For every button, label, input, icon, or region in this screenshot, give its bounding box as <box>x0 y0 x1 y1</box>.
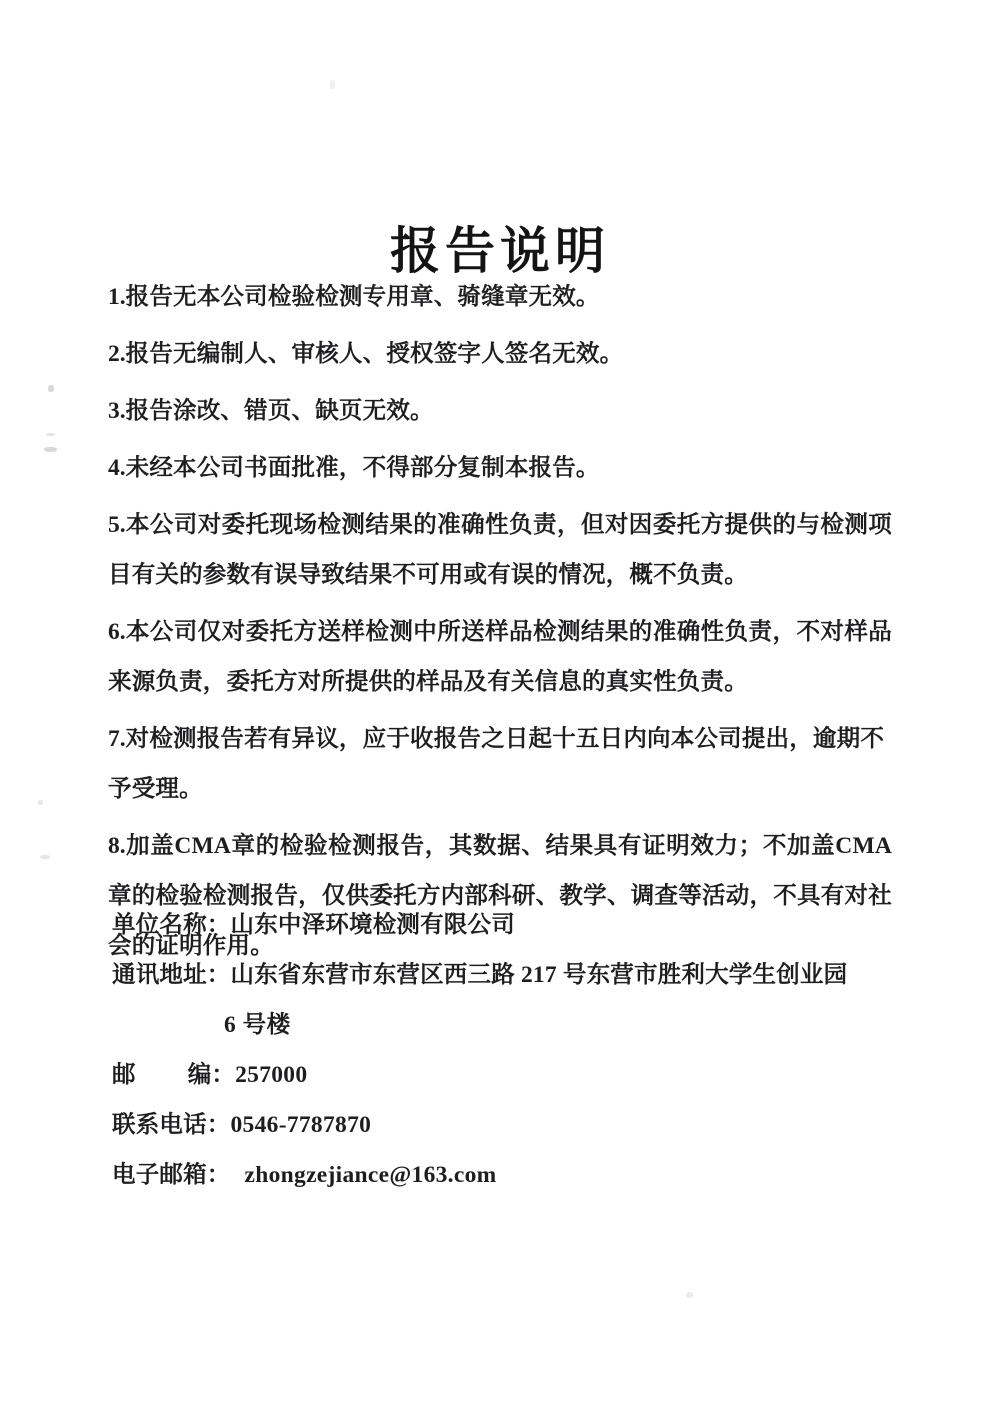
clause-item <box>108 272 892 322</box>
clause-text: 本公司仅对委托方送样检测中所送样品检测结果的准确性负责，不对样品来源负责，委托方对所提供的样品及有关信息的真实性负责。 <box>108 619 892 695</box>
address-continuation-line: 6 号楼 <box>224 1012 291 1038</box>
clause-text: 报告无编制人、审核人、授权签字人签名无效。 <box>125 341 624 367</box>
clause-number: 1. <box>108 284 126 310</box>
phone-label: 联系电话： <box>112 1112 231 1138</box>
clause-item <box>108 443 892 493</box>
address-label: 通讯地址： <box>112 962 231 988</box>
clause-list <box>108 272 892 971</box>
clause-number: 3. <box>108 398 126 424</box>
phone-value: 0546-7787870 <box>230 1112 372 1138</box>
clause-text: 报告涂改、错页、缺页无效。 <box>125 398 434 424</box>
postcode-line <box>112 1050 892 1100</box>
clause-text: 本公司对委托现场检测结果的准确性负责，但对因委托方提供的与检测项目有关的参数有误导致结果不可用或有误的情况，概不负责。 <box>108 512 892 588</box>
company-name-value: 山东中泽环境检测有限公司 <box>230 912 515 938</box>
company-name-label: 单位名称： <box>112 912 231 938</box>
phone-line <box>112 1100 892 1150</box>
clause-number: 5. <box>108 512 126 538</box>
postcode-label-second: 编： <box>187 1062 236 1088</box>
clause-number: 2. <box>108 341 126 367</box>
clause-item <box>108 329 892 379</box>
postcode-value: 257000 <box>235 1062 308 1088</box>
clause-item <box>108 714 892 814</box>
company-name-line <box>112 900 892 950</box>
contact-block <box>112 900 892 1200</box>
clause-number: 4. <box>108 455 126 481</box>
postcode-label-first: 邮 <box>112 1062 136 1088</box>
email-line <box>112 1150 892 1200</box>
clause-item <box>108 500 892 600</box>
clause-item <box>108 386 892 436</box>
clause-item <box>108 607 892 707</box>
address-value: 山东省东营市东营区西三路 217 号东营市胜利大学生创业园 <box>230 962 848 988</box>
clause-text: 报告无本公司检验检测专用章、骑缝章无效。 <box>125 284 600 310</box>
clause-number: 7. <box>108 726 126 752</box>
clause-number: 8. <box>108 833 126 859</box>
email-label: 电子邮箱： <box>112 1162 231 1188</box>
email-value: zhongzejiance@163.com <box>244 1162 497 1188</box>
postcode-label <box>112 1062 235 1088</box>
clause-text: 加盖CMA章的检验检测报告，其数据、结果具有证明效力；不加盖CMA章的检验检测报告，仅供委托方内部科研、教学、调查等活动，不具有对社会的证明作用。 <box>108 833 892 959</box>
clause-text: 对检测报告若有异议，应于收报告之日起十五日内向本公司提出，逾期不予受理。 <box>108 726 885 802</box>
clause-text: 未经本公司书面批准，不得部分复制本报告。 <box>125 455 600 481</box>
address-line <box>112 950 892 1000</box>
page-title: 报告说明 <box>390 222 610 279</box>
clause-number: 6. <box>108 619 126 645</box>
